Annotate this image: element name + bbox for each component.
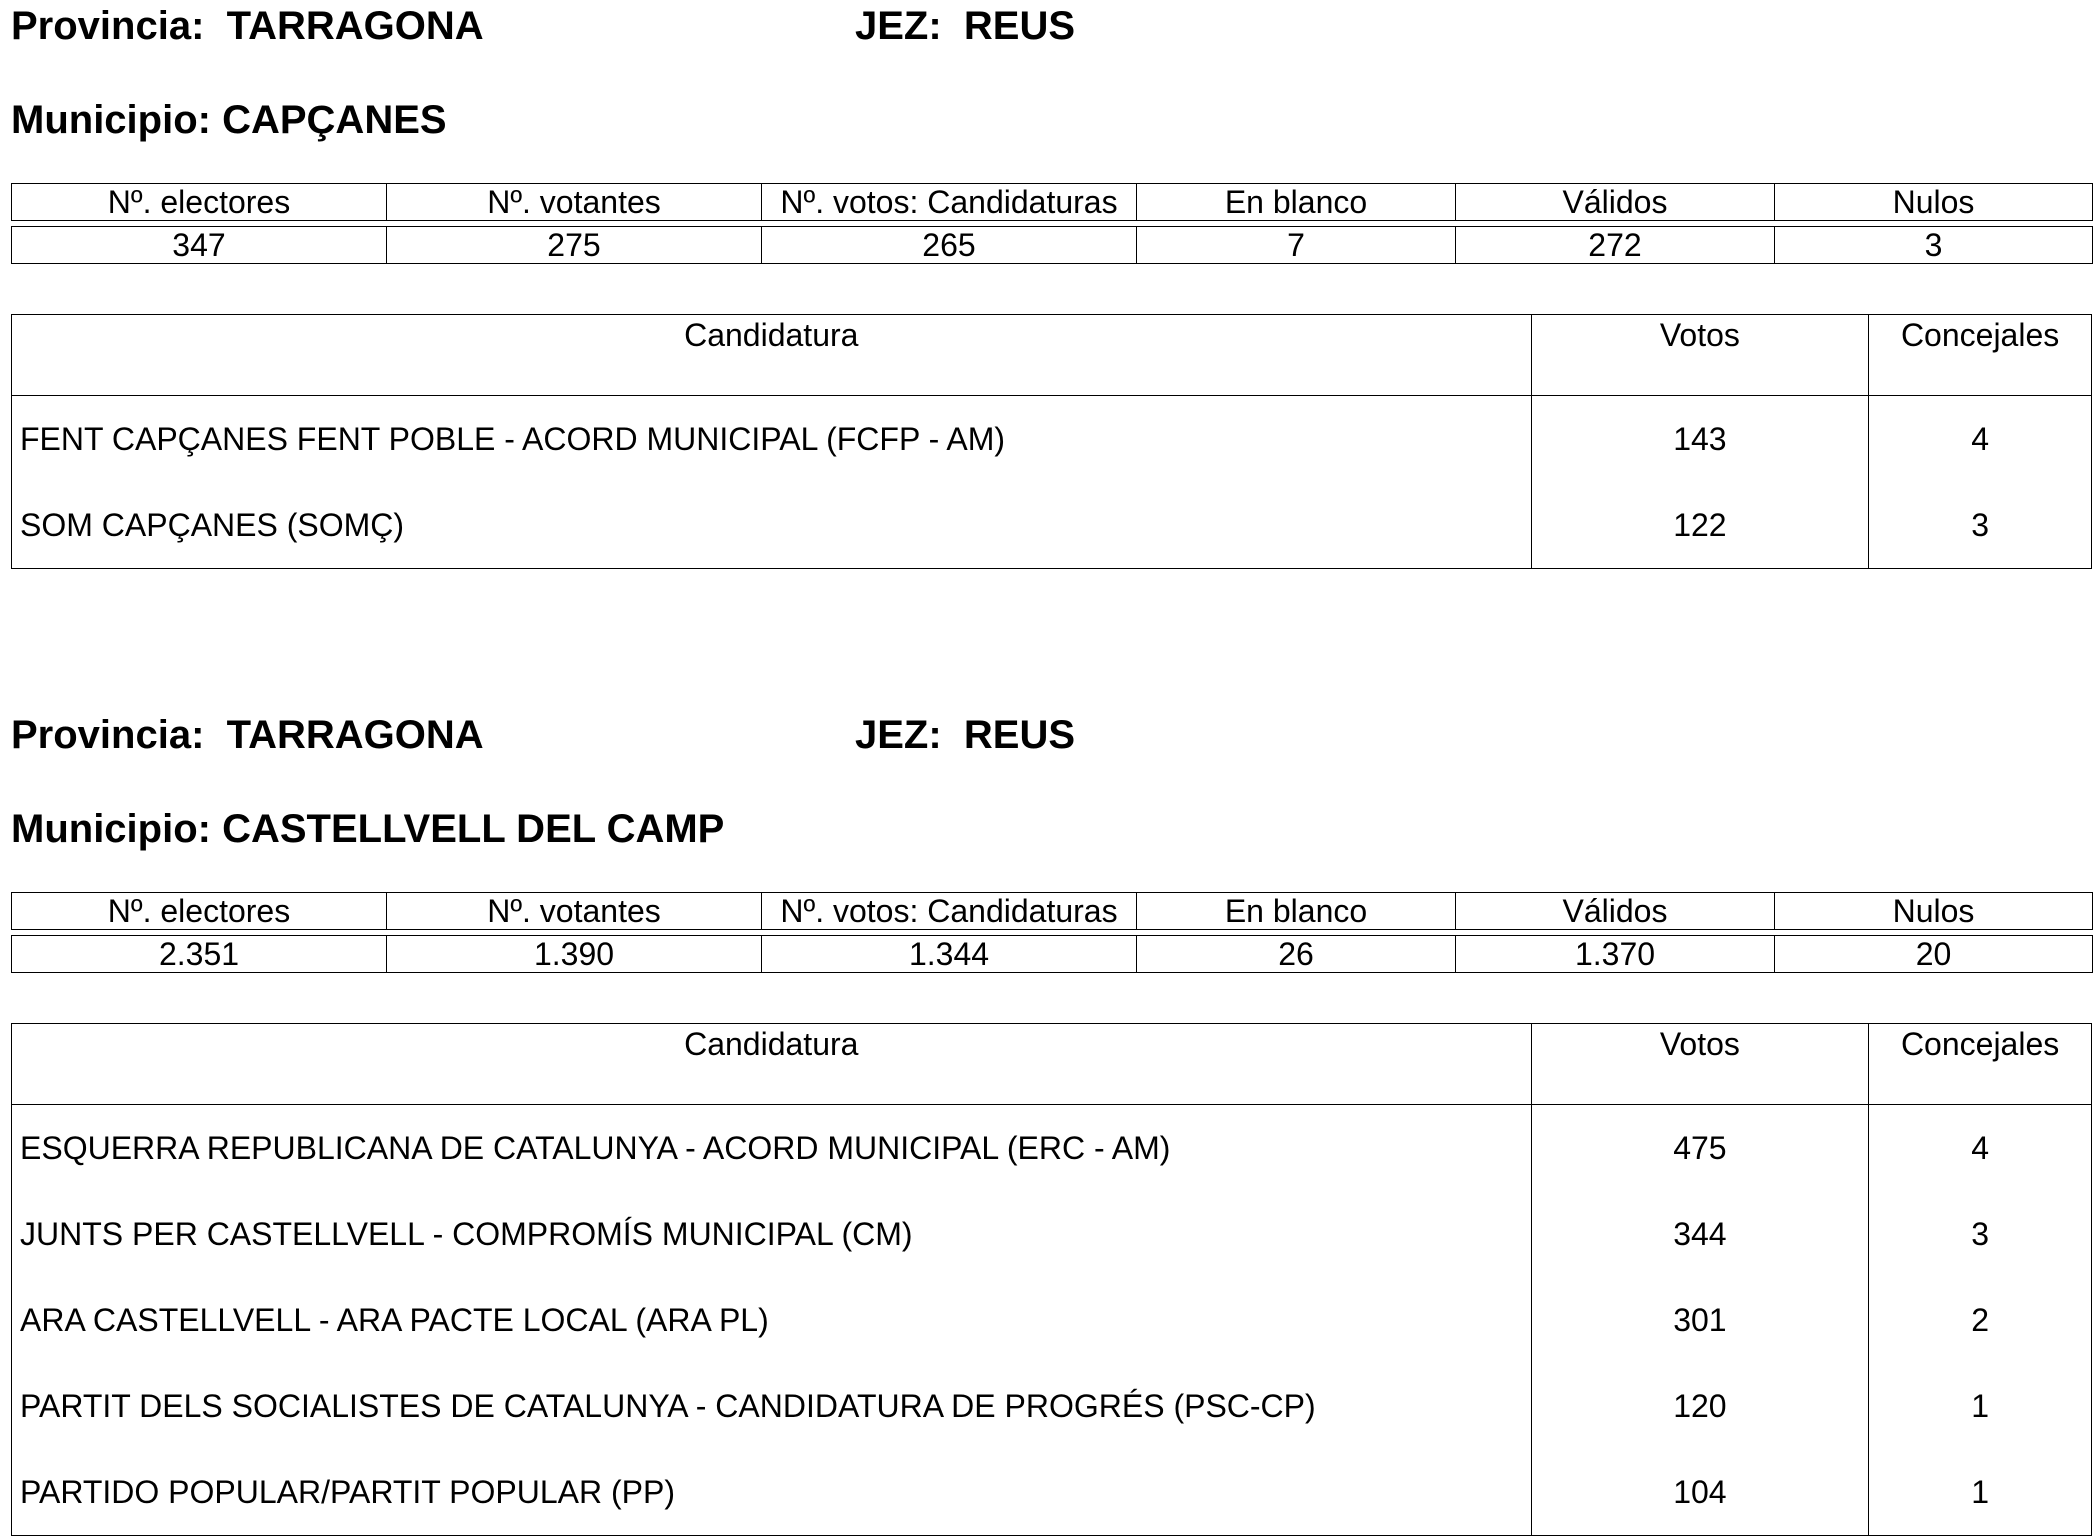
summary-value-cell: 26 [1137,936,1456,973]
summary-header-cell: En blanco [1137,184,1456,221]
jez-heading [855,6,1075,46]
jez-heading [855,715,1075,755]
summary-header-cell: Nº. electores [12,893,387,930]
votos-value: 143 [1531,396,1869,482]
header-concejales: Concejales [1868,315,2091,395]
votos-value: 344 [1531,1191,1869,1277]
summary-header-row [12,184,2093,221]
results-header-row [12,1024,2091,1105]
summary-value-cell: 347 [12,227,387,264]
summary-header-cell: Válidos [1456,893,1775,930]
provincia-label: Provincia: [11,713,205,757]
summary-value-cell: 1.390 [387,936,762,973]
summary-value-cell: 3 [1775,227,2093,264]
table-row [12,1363,2091,1449]
candidatura-name: ESQUERRA REPUBLICANA DE CATALUNYA - ACORD MUNICIPAL (ERC - AM) [20,1129,1171,1166]
candidatura-name: SOM CAPÇANES (SOMÇ) [20,506,405,543]
summary-header-cell: Nº. votos: Candidaturas [762,184,1137,221]
provincia-label: Provincia: [11,4,205,48]
summary-value-cell: 1.344 [762,936,1137,973]
municipio-heading [11,809,724,849]
summary-value-cell: 2.351 [12,936,387,973]
table-row [12,1449,2091,1535]
jez-label: JEZ: [855,713,942,757]
municipio-value: CASTELLVELL DEL CAMP [222,807,725,851]
summary-header-cell: Nº. votantes [387,893,762,930]
results-table [11,1023,2092,1536]
votos-value: 301 [1531,1277,1869,1363]
summary-value-row [12,227,2093,264]
header-votos: Votos [1531,1024,1869,1104]
summary-header-cell: Nº. electores [12,184,387,221]
votos-value: 120 [1531,1363,1869,1449]
table-row [12,482,2091,568]
votos-value: 122 [1531,482,1869,568]
header-concejales: Concejales [1868,1024,2091,1104]
summary-table [11,892,2093,973]
table-row [12,396,2091,482]
summary-value-cell: 1.370 [1456,936,1775,973]
jez-label: JEZ: [855,4,942,48]
concejales-value: 1 [1868,1449,2091,1535]
summary-header-row [12,893,2093,930]
summary-value-cell: 7 [1137,227,1456,264]
summary-header-cell: Nº. votos: Candidaturas [762,893,1137,930]
concejales-value: 3 [1868,482,2091,568]
jez-value: REUS [963,4,1076,48]
provincia-value: TARRAGONA [226,713,484,757]
votos-value: 475 [1531,1105,1869,1191]
summary-header-cell: Nulos [1775,184,2093,221]
header-candidatura: Candidatura [684,317,859,353]
concejales-value: 4 [1868,1105,2091,1191]
summary-table [11,183,2093,264]
table-row [12,1277,2091,1363]
results-header-row [12,315,2091,396]
header-candidatura: Candidatura [684,1026,859,1062]
candidatura-name: FENT CAPÇANES FENT POBLE - ACORD MUNICIPAL (FCFP - AM) [20,420,1006,457]
provincia-heading [11,6,484,46]
header-votos: Votos [1531,315,1869,395]
summary-header-cell: Válidos [1456,184,1775,221]
jez-value: REUS [963,713,1076,757]
summary-header-cell: En blanco [1137,893,1456,930]
municipio-label: Municipio: [11,807,211,851]
concejales-value: 3 [1868,1191,2091,1277]
summary-value-cell: 20 [1775,936,2093,973]
table-row [12,1191,2091,1277]
candidatura-name: ARA CASTELLVELL - ARA PACTE LOCAL (ARA PL) [20,1301,769,1338]
candidatura-name: PARTIDO POPULAR/PARTIT POPULAR (PP) [20,1473,675,1510]
summary-value-cell: 272 [1456,227,1775,264]
summary-value-cell: 275 [387,227,762,264]
municipio-label: Municipio: [11,98,211,142]
municipio-value: CAPÇANES [222,98,447,142]
votos-value: 104 [1531,1449,1869,1535]
results-table [11,314,2092,569]
municipio-heading [11,100,447,140]
provincia-heading [11,715,484,755]
summary-header-cell: Nulos [1775,893,2093,930]
candidatura-name: JUNTS PER CASTELLVELL - COMPROMÍS MUNICIPAL (CM) [20,1215,913,1252]
concejales-value: 2 [1868,1277,2091,1363]
concejales-value: 1 [1868,1363,2091,1449]
summary-value-cell: 265 [762,227,1137,264]
table-row [12,1105,2091,1191]
provincia-value: TARRAGONA [226,4,484,48]
summary-value-row [12,936,2093,973]
candidatura-name: PARTIT DELS SOCIALISTES DE CATALUNYA - CANDIDATURA DE PROGRÉS (PSC-CP) [20,1387,1316,1424]
summary-header-cell: Nº. votantes [387,184,762,221]
concejales-value: 4 [1868,396,2091,482]
